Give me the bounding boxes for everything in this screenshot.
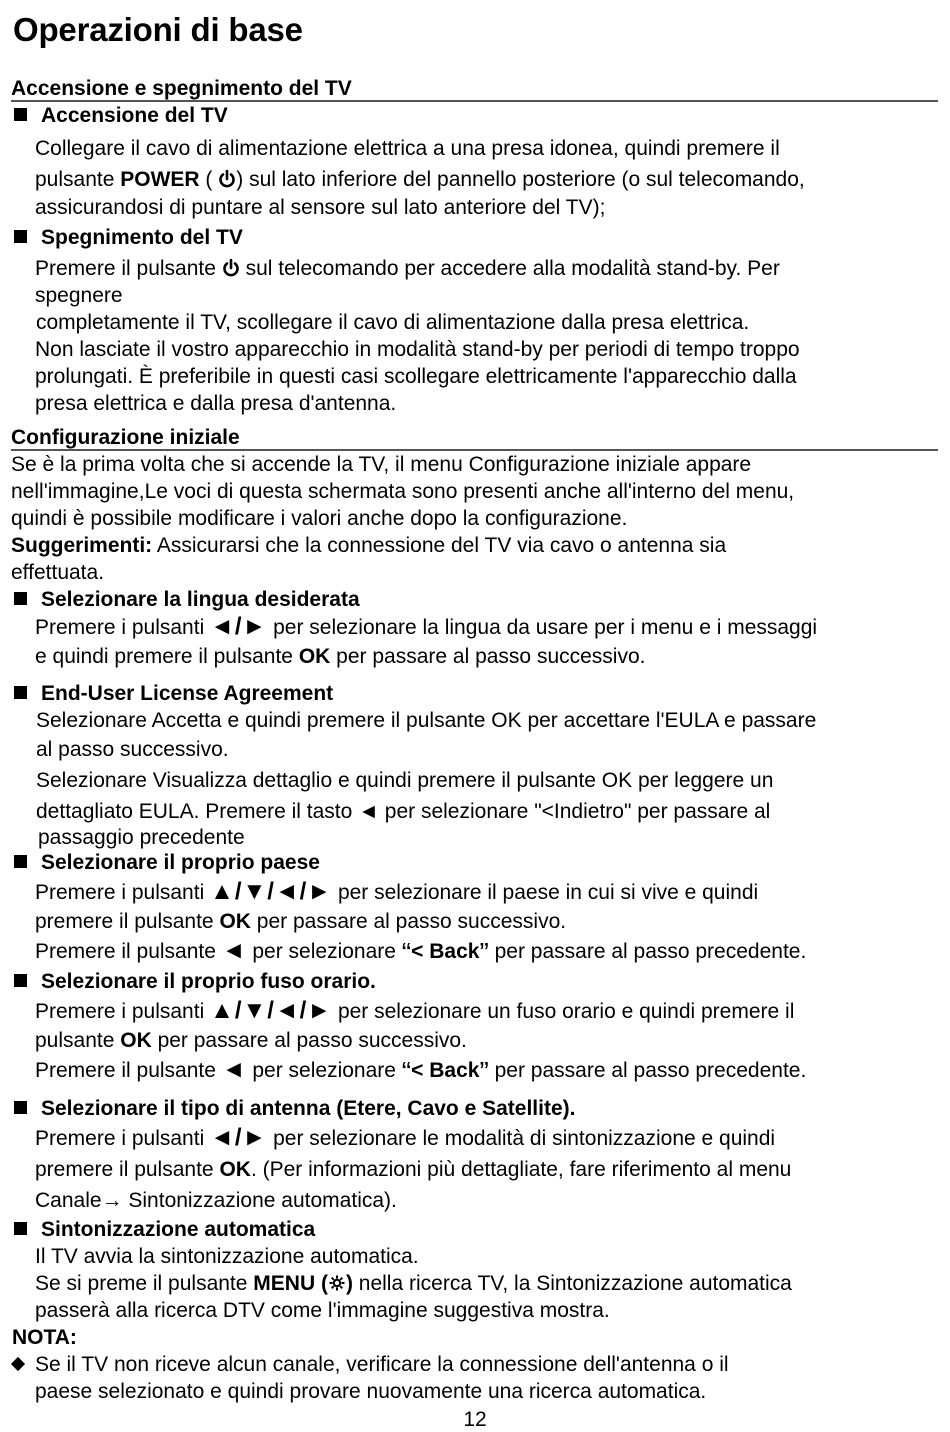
country-text: Premere i pulsanti ▲/▼/◄/► per selezionare il paese in cui si vive e quindi premere il pulsante OK per passare al passo successivo. Premere il pulsante ◄ per selezionare “< Back” per passare al passo precedente. bbox=[35, 878, 807, 968]
square-bullet-icon bbox=[14, 686, 27, 699]
note-label: NOTA: bbox=[12, 1326, 77, 1349]
page-title: Operazioni di base bbox=[13, 11, 303, 48]
manual-page: Operazioni di base Accensione e spegnimento del TV Accensione del TV Collegare il cavo di alimentazione elettrica a una presa idonea, quindi premere il pulsante POWER ( ) sul lato inferiore del pannello posteriore (o sul telecomando, assicurandosi di puntare al sensore sul lato anteriore del TV); Spegnimento del TV Premere il pulsante sul telecomando per accedere alla modalità stand-by. Per spegnere completamente il TV, scollegare il cavo di alimentazione dalla presa elettrica. Non lasciate il vostro apparecchio in modalità stand-by per periodi di tempo troppo prolungati. È preferibile in questi casi scollegare elettricamente l'apparecchio dalla presa elettrica e dalla presa d'antenna. Configurazione iniziale Se è la prima volta che si accende la TV, il menu Configurazione iniziale appare nell'immagine,Le voci di questa schermata sono presenti anche all'interno del menu, quindi è possibile modificare i valori anche dopo la configurazione. Suggerimenti: Assicurarsi che la connessione del TV via cavo o antenna sia effettuata. Selezionare la lingua desiderata Premere i pulsanti ◄/► per selezionare la lingua da usare per i menu e i messaggi e quindi premere il pulsante OK per passare al passo successivo. End-User License Agreement Selezionare Accetta e quindi premere il pulsante OK per accettare l'EULA e passare al passo successivo. Selezionare Visualizza dettaglio e quindi premere il pulsante OK per leggere un dettagliato EULA. Premere il tasto ◄ per selezionare "<Indietro" per passare al passaggio precedente Selezionare il proprio paese Premere i pulsanti ▲/▼/◄/► per selezionare il paese in cui si vive e quindi premere il pulsante OK per passare al passo successivo. Premere il pulsante ◄ per selezionare “< Back” per passare al passo precedente. Selezionare il proprio fuso orario. Premere i pulsanti ▲/▼/◄/► per selezionare un fuso orario e quindi premere il pulsante OK per passare al passo successivo. Premere il pulsante ◄ per selezionare “< Back” per passare al passo precedente. Selezionare il tipo di antenna (Etere, Cavo e Satellite). Premere i pulsanti ◄/► per selezionare le modalità di sintonizzazione e quindi premere il pulsante OK. (Per informazioni più dettagliate, fare riferimento al menu Canale→ Sintonizzazione automatica). Sintonizzazione automatica Il TV avvia la sintonizzazione automatica. Se si preme il pulsante MENU ( ) nella ricerca TV, la Sintonizzazione automatica passerà alla ricerca DTV come l'immagine suggestiva mostra. NOTA: Se il TV non riceve alcun canale, verificare la connessione dell'antenna o il paese selezionato e quindi provare nuovamente una ricerca automatica. 12 bbox=[0, 0, 950, 1430]
square-bullet-icon bbox=[14, 974, 27, 987]
square-bullet-icon bbox=[14, 1101, 27, 1114]
auto-tuning-text: Il TV avvia la sintonizzazione automatica. Se si preme il pulsante MENU ( ) nella ricerca TV, la Sintonizzazione automatica passerà alla ricerca DTV come l'immagine suggestiva mostra. bbox=[35, 1245, 792, 1322]
power-label: POWER bbox=[120, 168, 200, 191]
subheading-eula: End-User License Agreement bbox=[11, 680, 938, 707]
square-bullet-icon bbox=[14, 592, 27, 605]
power-icon bbox=[222, 258, 240, 278]
section-heading-setup: Configurazione iniziale bbox=[11, 426, 938, 451]
subheading-language: Selezionare la lingua desiderata bbox=[11, 586, 938, 613]
section-heading-power: Accensione e spegnimento del TV bbox=[11, 77, 938, 102]
diamond-bullet-icon bbox=[11, 1357, 25, 1371]
left-right-arrows-icon: ◄/► bbox=[210, 613, 268, 640]
gear-icon bbox=[328, 1274, 346, 1292]
setup-intro: Se è la prima volta che si accende la TV, il menu Configurazione iniziale appare bbox=[11, 453, 752, 476]
square-bullet-icon bbox=[14, 855, 27, 868]
left-arrow-icon: ◄ bbox=[221, 1056, 247, 1083]
timezone-text: Premere i pulsanti ▲/▼/◄/► per selezionare un fuso orario e quindi premere il pulsante OK per passare al passo successivo. Premere il pulsante ◄ per selezionare “< Back” per passare al passo precedente. bbox=[35, 997, 807, 1087]
antenna-text: Premere i pulsanti ◄/► per selezionare le modalità di sintonizzazione e quindi premere il pulsante OK. (Per informazioni più dettagliate, fare riferimento al menu Canale→ Sintonizzazione automatica). bbox=[35, 1124, 792, 1212]
square-bullet-icon bbox=[14, 108, 27, 121]
direction-arrows-icon: ▲/▼/◄/► bbox=[210, 997, 333, 1024]
power-off-text: Premere il pulsante sul telecomando per accedere alla modalità stand-by. Per spegnere completamente il TV, scollegare il cavo di alimentazione dalla presa elettrica. Non lasciate il vostro apparecchio in modalità stand-by per periodi di tempo troppo prolungati. È preferibile in questi casi scollegare elettricamente l'apparecchio dalla presa elettrica e dalla presa d'antenna. bbox=[35, 257, 800, 415]
subheading-timezone: Selezionare il proprio fuso orario. bbox=[11, 968, 938, 995]
subheading-power-on: Accensione del TV bbox=[11, 102, 938, 129]
language-text: Premere i pulsanti ◄/► per selezionare la lingua da usare per i menu e i messaggi e quindi premere il pulsante OK per passare al passo successivo. bbox=[35, 613, 818, 668]
subheading-antenna: Selezionare il tipo di antenna (Etere, Cavo e Satellite). bbox=[11, 1095, 938, 1122]
tips: Suggerimenti: Assicurarsi che la connessione del TV via cavo o antenna sia bbox=[11, 534, 727, 557]
note-item: Se il TV non riceve alcun canale, verificare la connessione dell'antenna o il bbox=[11, 1351, 938, 1378]
left-arrow-icon: ◄ bbox=[221, 937, 247, 964]
page-number: 12 bbox=[463, 1408, 487, 1431]
direction-arrows-icon: ▲/▼/◄/► bbox=[210, 878, 333, 905]
eula-text: Selezionare Accetta e quindi premere il pulsante OK per accettare l'EULA e passare al passo successivo. Selezionare Visualizza dettaglio e quindi premere il pulsante OK per leggere un dettagliato EULA. Premere il tasto ◄ per selezionare "<Indietro" per passare al passaggio precedente bbox=[36, 709, 817, 849]
power-icon bbox=[218, 169, 236, 189]
subheading-country: Selezionare il proprio paese bbox=[11, 849, 938, 876]
square-bullet-icon bbox=[14, 230, 27, 243]
subheading-auto-tuning: Sintonizzazione automatica bbox=[11, 1216, 938, 1243]
power-on-text: Collegare il cavo di alimentazione elettrica a una presa idonea, quindi premere il pulsante POWER ( ) sul lato inferiore del pannello posteriore (o sul telecomando, assicurandosi di puntare al sensore sul lato anteriore del TV); bbox=[35, 137, 805, 219]
square-bullet-icon bbox=[14, 1222, 27, 1235]
subheading-power-off: Spegnimento del TV bbox=[11, 224, 938, 251]
left-right-arrows-icon: ◄/► bbox=[210, 1124, 268, 1151]
